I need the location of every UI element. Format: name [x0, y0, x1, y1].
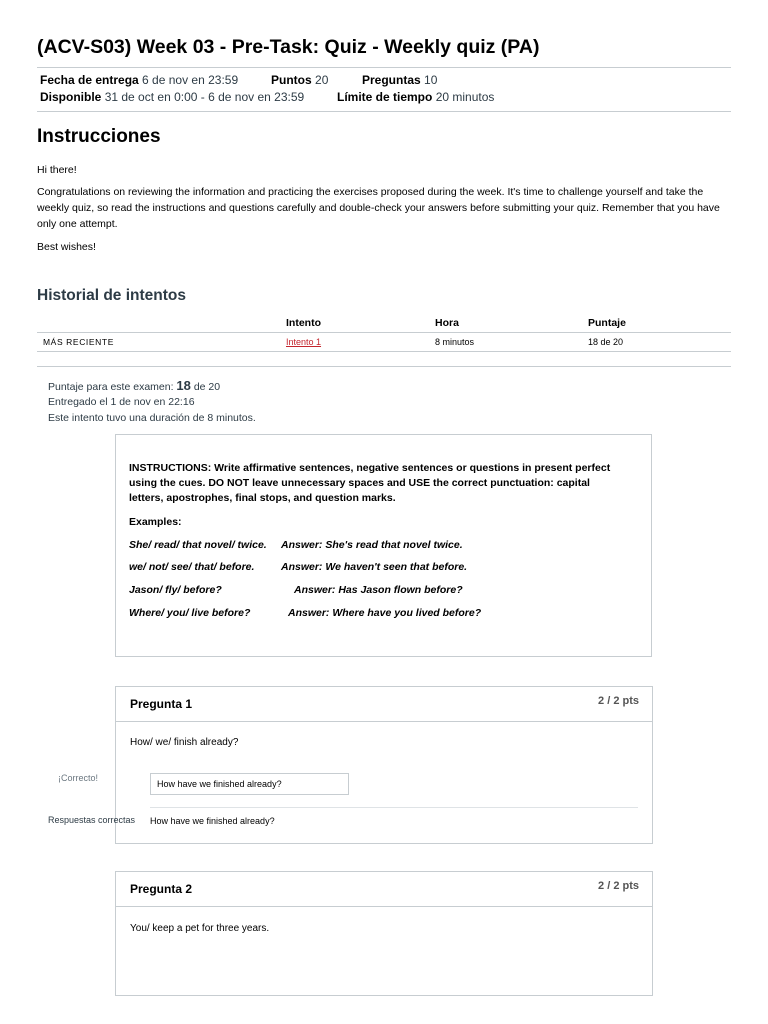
attempt-history-heading: Historial de intentos — [37, 287, 186, 304]
instructions-line: INSTRUCTIONS: Write affirmative sentences, negative sentences or questions in present perfect — [129, 462, 611, 474]
question-prompt: How/ we/ finish already? — [130, 737, 239, 748]
example-answer: Answer: She's read that novel twice. — [281, 539, 463, 551]
example-cue: Jason/ fly/ before? — [129, 584, 222, 596]
points-value: 20 — [315, 73, 329, 87]
quiz-instructions-box — [115, 434, 652, 657]
instructions-line: letters, apostrophes, final stops, and question marks. — [129, 492, 396, 504]
most-recent-label: MÁS RECIENTE — [43, 337, 114, 347]
available-label: Disponible — [40, 90, 102, 104]
score-value: 18 — [176, 378, 191, 393]
question-points: 2 / 2 pts — [598, 880, 639, 892]
attempt-link[interactable]: Intento 1 — [286, 337, 322, 347]
divider — [37, 366, 731, 367]
availability — [40, 90, 304, 104]
points — [271, 73, 328, 87]
attempt-time: 8 minutos — [435, 337, 475, 347]
instructions-greeting: Hi there! — [37, 164, 77, 176]
answer-field: How have we finished already? — [150, 773, 349, 795]
question-title: Pregunta 1 — [130, 697, 193, 711]
question-header — [116, 686, 652, 722]
question-prompt: You/ keep a pet for three years. — [130, 923, 270, 934]
divider — [37, 111, 731, 112]
example-answer: Answer: We haven't seen that before. — [281, 561, 468, 573]
table-header-divider — [37, 332, 731, 333]
col-header-attempt: Intento — [286, 317, 321, 329]
points-label: Puntos — [271, 73, 312, 87]
instructions-signoff: Best wishes! — [37, 241, 96, 253]
time-limit-value: 20 minutos — [435, 90, 495, 104]
col-header-score: Puntaje — [588, 317, 626, 329]
instructions-heading: Instrucciones — [37, 126, 161, 147]
attempt-score: 18 de 20 — [588, 337, 624, 347]
due-label: Fecha de entrega — [40, 73, 139, 87]
instructions-body: Congratulations on reviewing the information and practicing the exercises proposed during the week. It's time to challenge yourself and take the weekly quiz, so read the instructions and questions carefully and double-check your answers before submitting your quiz. Remember that you have only one attempt. — [37, 186, 720, 230]
due-value: 6 de nov en 23:59 — [142, 73, 239, 87]
divider — [150, 807, 638, 808]
time-limit-label: Límite de tiempo — [337, 90, 433, 104]
example-answer: Answer: Has Jason flown before? — [294, 584, 463, 596]
correct-status-label: ¡Correcto! — [58, 773, 99, 783]
duration-text: Este intento tuvo una duración de 8 minutos. — [48, 412, 256, 424]
example-cue: we/ not/ see/ that/ before. — [129, 561, 255, 573]
divider — [37, 67, 731, 68]
due-date — [40, 73, 238, 87]
col-header-time: Hora — [435, 317, 459, 329]
score-suffix: de 20 — [193, 381, 221, 393]
submitted-text: Entregado el 1 de nov en 22:16 — [48, 396, 195, 408]
question-points: 2 / 2 pts — [598, 695, 639, 707]
page-title: (ACV-S03) Week 03 - Pre-Task: Quiz - Weekly quiz (PA) — [37, 36, 540, 58]
available-value: 31 de oct en 0:00 - 6 de nov en 23:59 — [104, 90, 305, 104]
question-title: Pregunta 2 — [130, 882, 193, 896]
time-limit — [337, 90, 494, 104]
example-cue: Where/ you/ live before? — [129, 607, 251, 619]
questions-value: 10 — [424, 73, 438, 87]
example-cue: She/ read/ that novel/ twice. — [129, 539, 267, 551]
correct-answers-label: Respuestas correctas — [48, 815, 136, 825]
instructions-line: using the cues. DO NOT leave unnecessary spaces and USE the correct punctuation: capital — [129, 477, 590, 489]
correct-answer-value: How have we finished already? — [150, 816, 275, 826]
example-answer: Answer: Where have you lived before? — [288, 607, 482, 619]
score-summary — [48, 378, 220, 393]
question-header — [116, 871, 652, 907]
divider — [37, 351, 731, 352]
score-prefix: Puntaje para este examen: — [48, 381, 174, 393]
questions-count — [362, 73, 437, 87]
question-2 — [115, 871, 653, 996]
questions-label: Preguntas — [362, 73, 421, 87]
examples-label: Examples: — [129, 516, 182, 528]
